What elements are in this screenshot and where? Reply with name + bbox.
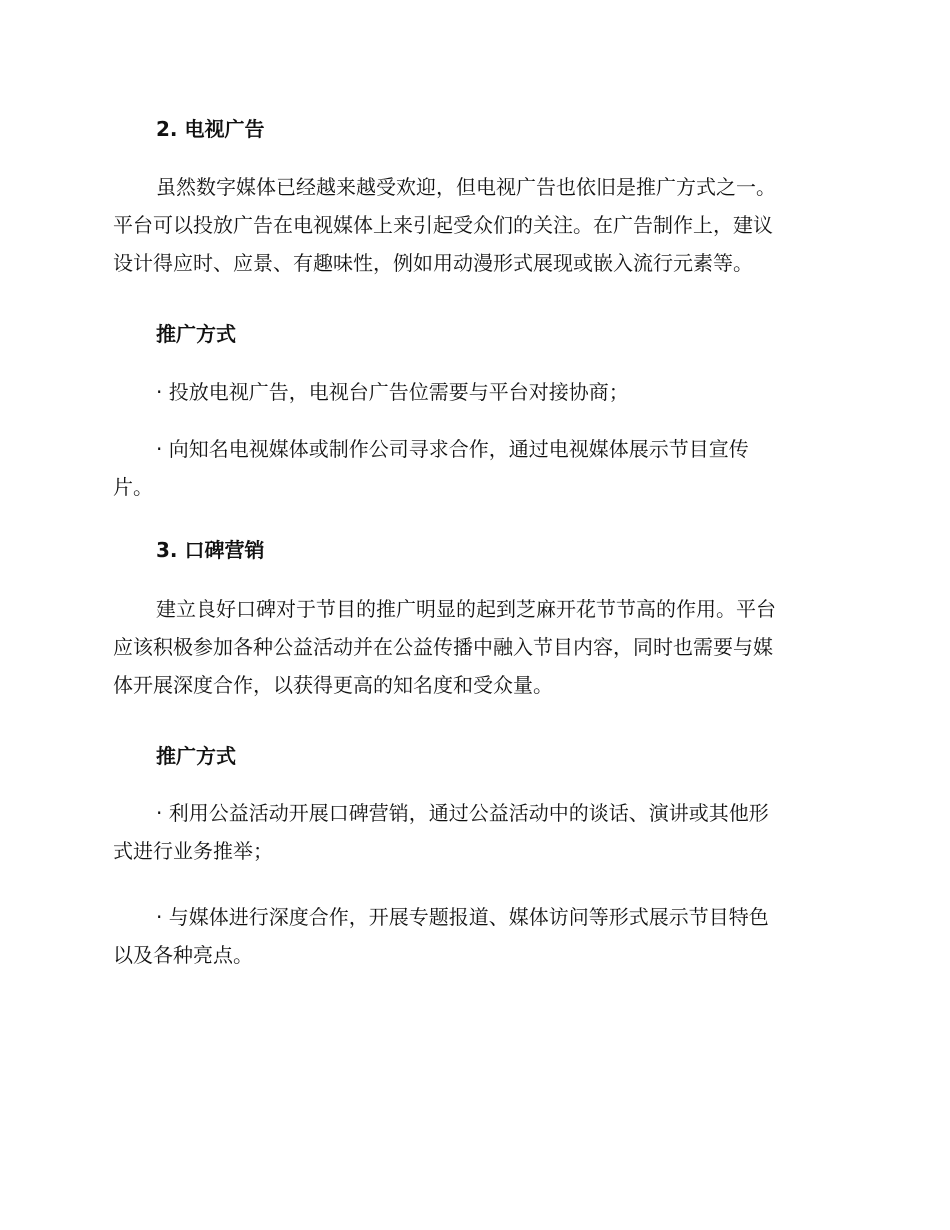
sub-heading-promotion-methods: 推广方式: [156, 322, 236, 346]
paragraph-tv-ads: [113, 168, 833, 282]
bullet-line: 以及各种亮点。: [113, 943, 253, 967]
bullet-item: [113, 373, 833, 411]
bullet-line: · 利用公益活动开展口碑营销，通过公益活动中的谈话、演讲或其他形: [156, 801, 769, 825]
paragraph-line: 建立良好口碑对于节目的推广明显的起到芝麻开花节节高的作用。平台: [156, 597, 776, 621]
bullet-line: 式进行业务推举；: [113, 839, 273, 863]
sub-heading-promotion-methods: 推广方式: [156, 744, 236, 768]
bullet-line: 片。: [113, 475, 153, 499]
bullet-line: · 向知名电视媒体或制作公司寻求合作，通过电视媒体展示节目宣传: [156, 437, 749, 461]
section-heading-tv-ads: 2. 电视广告: [156, 117, 265, 141]
paragraph-line: 应该积极参加各种公益活动并在公益传播中融入节目内容，同时也需要与媒: [113, 635, 773, 659]
paragraph-line: 体开展深度合作，以获得更高的知名度和受众量。: [113, 673, 553, 697]
bullet-line: · 投放电视广告，电视台广告位需要与平台对接协商；: [156, 380, 629, 404]
bullet-item: [113, 430, 833, 506]
bullet-item: [113, 898, 833, 974]
section-heading-word-of-mouth: 3. 口碑营销: [156, 538, 265, 562]
bullet-item: [113, 794, 833, 870]
paragraph-line: 虽然数字媒体已经越来越受欢迎，但电视广告也依旧是推广方式之一。: [156, 175, 776, 199]
paragraph-word-of-mouth: [113, 590, 833, 704]
paragraph-line: 设计得应时、应景、有趣味性，例如用动漫形式展现或嵌入流行元素等。: [113, 251, 753, 275]
paragraph-line: 平台可以投放广告在电视媒体上来引起受众们的关注。在广告制作上，建议: [113, 213, 773, 237]
bullet-line: · 与媒体进行深度合作，开展专题报道、媒体访问等形式展示节目特色: [156, 905, 769, 929]
